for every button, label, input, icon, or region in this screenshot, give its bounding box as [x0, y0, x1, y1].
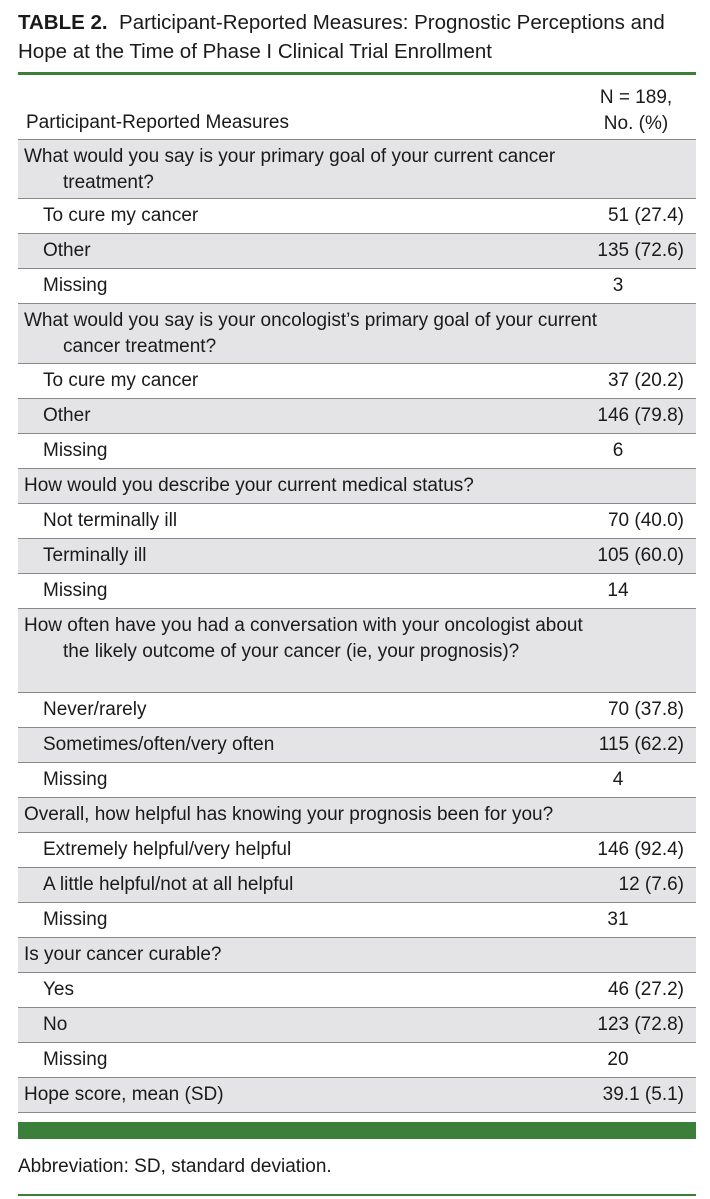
row-question: Overall, how helpful has knowing your prognosis been for you?: [24, 804, 554, 825]
row-question: How often have you had a conversation with your oncologist about the likely outcome of your cancer (ie, your prognosis)?: [24, 615, 583, 662]
table-row: [18, 833, 696, 868]
row-value: 37 (20.2): [607, 370, 684, 391]
row-label: Other: [43, 405, 91, 426]
table-row: [18, 364, 696, 399]
table-row: [18, 269, 696, 304]
row-label: To cure my cancer: [43, 370, 199, 391]
table-row: [18, 938, 696, 973]
row-question: Hope score, mean (SD): [24, 1084, 224, 1105]
column-header-n-line1: N = 189,: [599, 87, 673, 108]
table-row: [18, 469, 696, 504]
column-header-n: [560, 85, 710, 137]
row-label: Missing: [43, 580, 108, 601]
table-row: [18, 1008, 696, 1043]
row-question: How would you describe your current medical status?: [24, 475, 474, 496]
row-label: Missing: [43, 909, 108, 930]
row-label: No: [43, 1014, 68, 1035]
table-row: [18, 798, 696, 833]
table-row: [18, 539, 696, 574]
table-row: [18, 868, 696, 903]
row-label: Missing: [43, 275, 108, 296]
row-value: 51 (27.4): [607, 205, 684, 226]
bottom-bar: [18, 1122, 696, 1139]
table-row: [18, 903, 696, 938]
footnote: Abbreviation: SD, standard deviation.: [18, 1156, 332, 1177]
row-value: 70 (37.8): [607, 699, 684, 720]
row-value: 14: [607, 580, 629, 601]
table-row: [18, 434, 696, 469]
table-body: [18, 140, 696, 1113]
table-row: [18, 763, 696, 798]
row-value: 4: [612, 769, 624, 790]
row-value: 135 (72.6): [597, 240, 684, 261]
column-header-measures: Participant-Reported Measures: [26, 112, 289, 133]
row-value: 20: [607, 1049, 629, 1070]
row-value: 46 (27.2): [607, 979, 684, 1000]
row-label: Missing: [43, 440, 108, 461]
top-rule: [18, 72, 696, 75]
table-row: [18, 1043, 696, 1078]
row-value: 31: [607, 909, 629, 930]
row-question: Is your cancer curable?: [24, 944, 222, 965]
row-value: 70 (40.0): [607, 510, 684, 531]
column-header-n-line2: No. (%): [603, 113, 669, 134]
row-label: Yes: [43, 979, 74, 1000]
row-label: Terminally ill: [43, 545, 147, 566]
row-value: 12 (7.6): [618, 874, 684, 895]
row-value: 105 (60.0): [597, 545, 684, 566]
row-value: 146 (79.8): [597, 405, 684, 426]
table-label: TABLE 2.: [18, 11, 108, 34]
row-label: Not terminally ill: [43, 510, 178, 531]
row-label: Missing: [43, 769, 108, 790]
table-row: [18, 399, 696, 434]
row-label: Missing: [43, 1049, 108, 1070]
footer-rule: [18, 1194, 696, 1196]
row-label: Sometimes/often/very often: [43, 734, 275, 755]
row-value: 39.1 (5.1): [602, 1084, 684, 1105]
row-value: 146 (92.4): [597, 839, 684, 860]
row-value: 115 (62.2): [598, 734, 684, 755]
table-title-text: Participant-Reported Measures: Prognostic Perceptions and Hope at the Time of Phase I Clinical Trial Enrollment: [18, 11, 665, 63]
table-row: [18, 973, 696, 1008]
row-question: What would you say is your oncologist’s primary goal of your current cancer treatment?: [24, 310, 598, 357]
table-row: [18, 574, 696, 609]
row-value: 6: [612, 440, 624, 461]
row-label: A little helpful/not at all helpful: [43, 874, 294, 895]
table-row: [18, 199, 696, 234]
table-row: [18, 609, 696, 693]
row-label: Other: [43, 240, 91, 261]
row-label: To cure my cancer: [43, 205, 199, 226]
row-label: Never/rarely: [43, 699, 147, 720]
table-title: [18, 8, 698, 66]
table-row: [18, 140, 696, 199]
table-row: [18, 1078, 696, 1113]
row-label: Extremely helpful/very helpful: [43, 839, 292, 860]
table-row: [18, 304, 696, 364]
row-value: 123 (72.8): [597, 1014, 684, 1035]
table-row: [18, 234, 696, 269]
row-value: 3: [612, 275, 624, 296]
table-row: [18, 728, 696, 763]
row-question: What would you say is your primary goal of your current cancer treatment?: [24, 146, 556, 193]
table-row: [18, 693, 696, 728]
table-row: [18, 504, 696, 539]
